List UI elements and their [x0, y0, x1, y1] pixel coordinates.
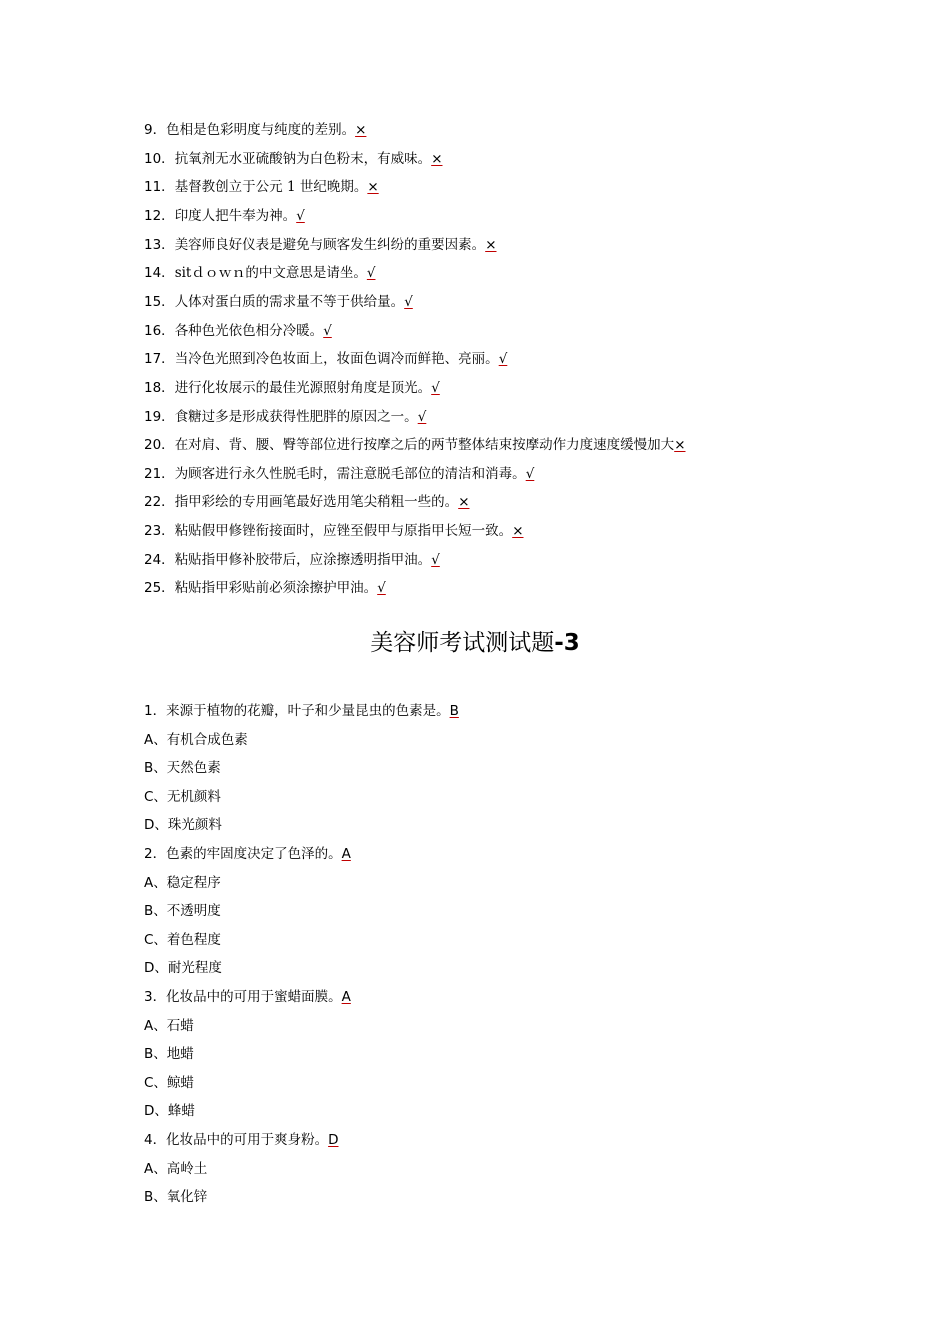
true-false-item [144, 322, 332, 340]
item-text: 地蜡 [166, 1046, 194, 1063]
true-false-item [144, 551, 440, 569]
item-text: 来源于植物的花瓣，叶子和少量昆虫的色素是。 [166, 703, 450, 719]
true-false-item [144, 579, 386, 597]
item-text: 色相是色彩明度与纯度的差别。 [166, 122, 356, 138]
item-text: 为顾客进行永久性脱毛时，需注意脱毛部位的清洁和消毒。 [174, 465, 526, 482]
item-text: 食糖过多是形成获得性肥胖的原因之一。 [174, 408, 418, 425]
item-number: D、 [144, 1103, 168, 1120]
true-false-item [144, 264, 375, 282]
true-false-item [144, 379, 440, 397]
item-number: 4． [144, 1132, 167, 1148]
item-text: 粘贴指甲修补胶带后，应涂擦透明指甲油。 [174, 551, 432, 568]
answer-mark: A [341, 989, 351, 1005]
item-text: 珠光颜料 [167, 817, 222, 834]
answer-mark: × [458, 494, 470, 511]
answer-mark: √ [431, 551, 440, 568]
answer-mark: × [367, 179, 379, 196]
item-text: 印度人把牛奉为神。 [174, 207, 297, 224]
item-text: sitｄｏｗｎ的中文意思是请坐。 [174, 265, 367, 282]
answer-mark: √ [431, 379, 440, 396]
choice-line [144, 731, 248, 749]
item-text: 石蜡 [166, 1017, 194, 1034]
item-number: 18． [144, 379, 175, 396]
true-false-item [144, 178, 379, 196]
item-number: D、 [144, 960, 168, 977]
answer-mark: D [328, 1132, 339, 1148]
item-number: 11． [144, 179, 175, 196]
item-number: 9． [144, 122, 167, 138]
choice-line [144, 931, 221, 949]
choice-line [144, 1017, 194, 1035]
item-text: 着色程度 [166, 931, 221, 948]
item-number: C、 [144, 788, 167, 805]
choice-line [144, 959, 222, 977]
item-text: 进行化妆展示的最佳光源照射角度是顶光。 [174, 379, 432, 396]
answer-mark: A [341, 846, 351, 862]
item-text: 粘贴假甲修锉衔接面时，应锉至假甲与原指甲长短一致。 [174, 523, 513, 540]
item-number: 2． [144, 846, 167, 862]
item-text: 耐光程度 [167, 960, 222, 977]
answer-mark: × [512, 523, 524, 540]
choice-line [144, 759, 221, 777]
item-number: 10． [144, 150, 175, 167]
item-number: 15． [144, 293, 175, 310]
answer-mark: √ [296, 207, 305, 224]
item-text: 稳定程序 [166, 874, 221, 891]
answer-mark: B [449, 703, 459, 719]
answer-mark: × [485, 236, 497, 253]
item-number: A、 [144, 1017, 167, 1034]
answer-mark: √ [525, 465, 535, 482]
choice-line [144, 1160, 207, 1178]
choice-line [144, 1102, 195, 1120]
item-text: 粘贴指甲彩贴前必须涂擦护甲油。 [174, 580, 378, 597]
item-number: 20． [144, 437, 175, 454]
item-number: 13． [144, 236, 175, 253]
answer-mark: × [431, 150, 443, 167]
item-text: 色素的牢固度决定了色泽的。 [166, 846, 342, 862]
true-false-item [144, 236, 497, 254]
item-number: 16． [144, 322, 175, 339]
true-false-item [144, 121, 366, 139]
item-number: A、 [144, 731, 167, 748]
true-false-item [144, 207, 305, 225]
section-title-suffix: -3 [554, 630, 580, 656]
choice-line [144, 788, 221, 806]
item-number: 23． [144, 523, 175, 540]
answer-mark: √ [498, 351, 508, 368]
item-text: 天然色素 [166, 760, 221, 777]
item-number: 17． [144, 351, 175, 368]
item-text: 氧化锌 [166, 1189, 208, 1206]
choice-line [144, 902, 221, 920]
true-false-item [144, 465, 534, 483]
item-text: 指甲彩绘的专用画笔最好选用笔尖稍粗一些的。 [174, 494, 459, 511]
item-number: 19． [144, 408, 175, 425]
choice-line [144, 816, 222, 834]
answer-mark: √ [366, 265, 376, 282]
section-title [0, 628, 950, 658]
answer-mark: √ [417, 408, 427, 425]
item-number: 1． [144, 703, 167, 719]
choice-line [144, 845, 351, 863]
item-text: 人体对蛋白质的需求量不等于供给量。 [174, 293, 405, 310]
item-number: 22． [144, 494, 175, 511]
answer-mark: × [674, 437, 686, 454]
item-text: 当冷色光照到冷色妆面上，妆面色调冷而鲜艳、亮丽。 [174, 351, 499, 368]
true-false-item [144, 522, 524, 540]
choice-line [144, 702, 459, 720]
item-text: 蜂蜡 [167, 1103, 195, 1120]
item-text: 各种色光依色相分冷暖。 [174, 322, 324, 339]
item-text: 高岭土 [166, 1160, 208, 1177]
choice-line [144, 874, 221, 892]
answer-mark: × [355, 122, 367, 138]
item-number: D、 [144, 817, 168, 834]
item-number: B、 [144, 1046, 167, 1063]
choice-line [144, 1074, 194, 1092]
item-number: B、 [144, 760, 167, 777]
true-false-item [144, 408, 426, 426]
true-false-item [144, 493, 470, 511]
item-text: 鲸蜡 [166, 1074, 194, 1091]
item-text: 有机合成色素 [166, 731, 248, 748]
item-number: A、 [144, 874, 167, 891]
choice-line [144, 988, 351, 1006]
item-number: A、 [144, 1160, 167, 1177]
true-false-item [144, 150, 443, 168]
item-text: 化妆品中的可用于蜜蜡面膜。 [166, 989, 342, 1005]
choice-line [144, 1131, 339, 1149]
answer-mark: √ [377, 580, 386, 597]
item-text: 化妆品中的可用于爽身粉。 [166, 1132, 329, 1148]
item-number: 3． [144, 989, 167, 1005]
item-number: 24． [144, 551, 175, 568]
choice-line [144, 1045, 194, 1063]
item-number: C、 [144, 931, 167, 948]
item-number: B、 [144, 1189, 167, 1206]
item-text: 不透明度 [166, 903, 221, 920]
item-text: 无机颜料 [166, 788, 221, 805]
item-number: B、 [144, 903, 167, 920]
item-text: 在对肩、背、腰、臀等部位进行按摩之后的两节整体结束按摩动作力度速度缓慢加大 [174, 437, 675, 454]
answer-mark: √ [323, 322, 332, 339]
item-text: 基督教创立于公元 1 世纪晚期。 [174, 179, 368, 196]
item-number: C、 [144, 1074, 167, 1091]
item-number: 21． [144, 465, 175, 482]
item-number: 12． [144, 207, 175, 224]
true-false-item [144, 293, 413, 311]
item-text: 抗氧剂无水亚硫酸钠为白色粉末，有威味。 [174, 150, 432, 167]
true-false-item [144, 350, 507, 368]
answer-mark: √ [404, 293, 413, 310]
true-false-item [144, 436, 686, 454]
section-title-main: 美容师考试测试题 [370, 630, 555, 656]
item-text: 美容师良好仪表是避免与顾客发生纠纷的重要因素。 [174, 236, 486, 253]
item-number: 14． [144, 265, 175, 282]
choice-line [144, 1188, 207, 1206]
item-number: 25． [144, 580, 175, 597]
